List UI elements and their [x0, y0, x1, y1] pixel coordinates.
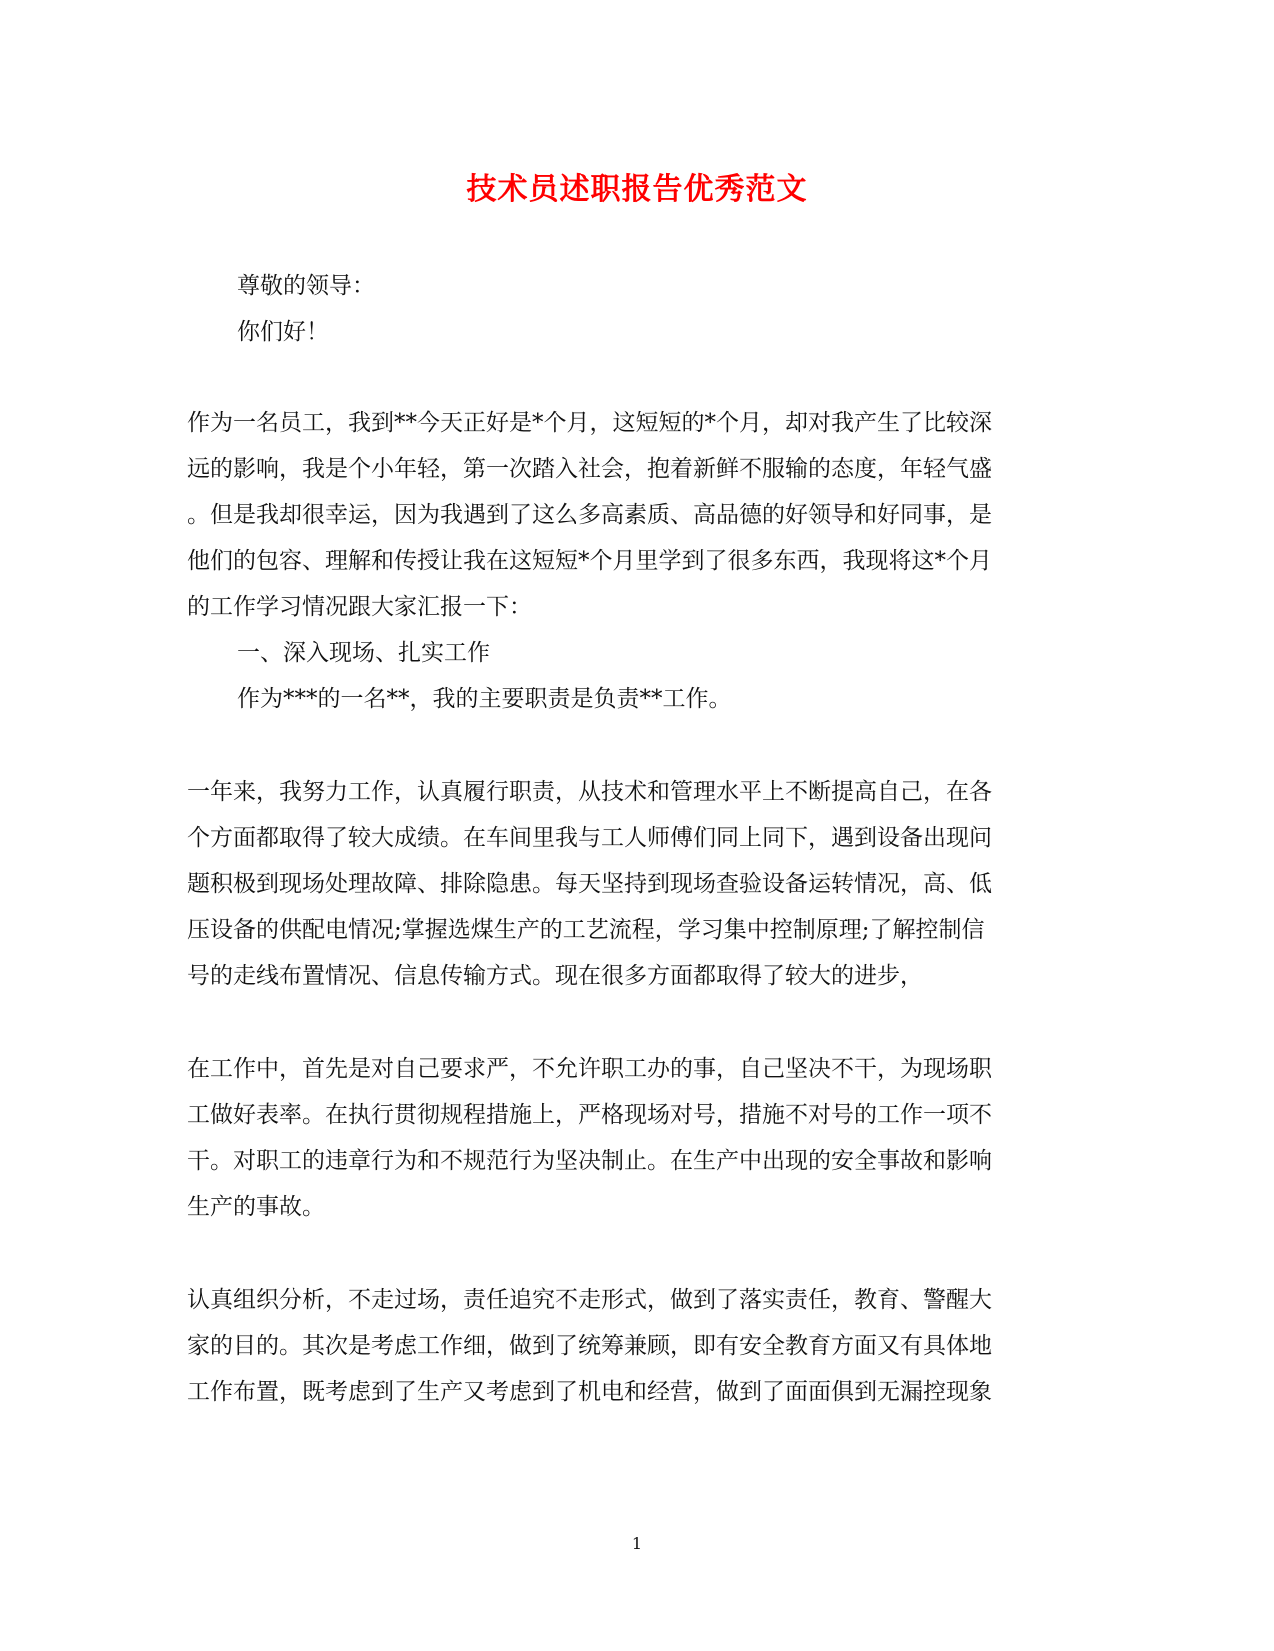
paragraph-1-line-5: 的工作学习情况跟大家汇报一下：	[187, 594, 532, 620]
paragraph-2-line-1: 一年来，我努力工作，认真履行职责，从技术和管理水平上不断提高自己，在各	[187, 779, 992, 805]
paragraph-2-line-3: 题积极到现场处理故障、排除隐患。每天坚持到现场查验设备运转情况，高、低	[187, 871, 992, 897]
paragraph-3-line-4: 生产的事故。	[187, 1194, 325, 1220]
paragraph-1-line-1: 作为一名员工，我到**今天正好是*个月，这短短的*个月，却对我产生了比较深	[187, 410, 992, 436]
paragraph-2-line-5: 号的走线布置情况、信息传输方式。现在很多方面都取得了较大的进步，	[187, 963, 923, 989]
paragraph-2-line-4: 压设备的供配电情况;掌握选煤生产的工艺流程，学习集中控制原理;了解控制信	[187, 917, 985, 943]
greeting: 你们好！	[237, 319, 329, 345]
paragraph-4-line-2: 家的目的。其次是考虑工作细，做到了统筹兼顾，即有安全教育方面又有具体地	[187, 1333, 992, 1359]
paragraph-4-line-3: 工作布置，既考虑到了生产又考虑到了机电和经营，做到了面面俱到无漏控现象	[187, 1379, 992, 1405]
document-title: 技术员述职报告优秀范文	[466, 172, 808, 207]
paragraph-1-line-2: 远的影响，我是个小年轻，第一次踏入社会，抱着新鲜不服输的态度，年轻气盛	[187, 456, 992, 482]
paragraph-1-line-3: 。但是我却很幸运，因为我遇到了这么多高素质、高品德的好领导和好同事，是	[187, 502, 992, 528]
section-1-heading: 一、深入现场、扎实工作	[237, 640, 490, 666]
section-1-intro: 作为***的一名**，我的主要职责是负责**工作。	[237, 686, 732, 712]
page-number: 1	[631, 1534, 643, 1553]
paragraph-3-line-3: 干。对职工的违章行为和不规范行为坚决制止。在生产中出现的安全事故和影响	[187, 1148, 992, 1174]
paragraph-3-line-1: 在工作中，首先是对自己要求严，不允许职工办的事，自己坚决不干，为现场职	[187, 1056, 992, 1082]
paragraph-4-line-1: 认真组织分析，不走过场，责任追究不走形式，做到了落实责任，教育、警醒大	[187, 1287, 992, 1313]
paragraph-3-line-2: 工做好表率。在执行贯彻规程措施上，严格现场对号，措施不对号的工作一项不	[187, 1102, 992, 1128]
paragraph-2-line-2: 个方面都取得了较大成绩。在车间里我与工人师傅们同上同下，遇到设备出现问	[187, 825, 992, 851]
salutation: 尊敬的领导：	[237, 273, 375, 299]
paragraph-1-line-4: 他们的包容、理解和传授让我在这短短*个月里学到了很多东西，我现将这*个月	[187, 548, 992, 574]
